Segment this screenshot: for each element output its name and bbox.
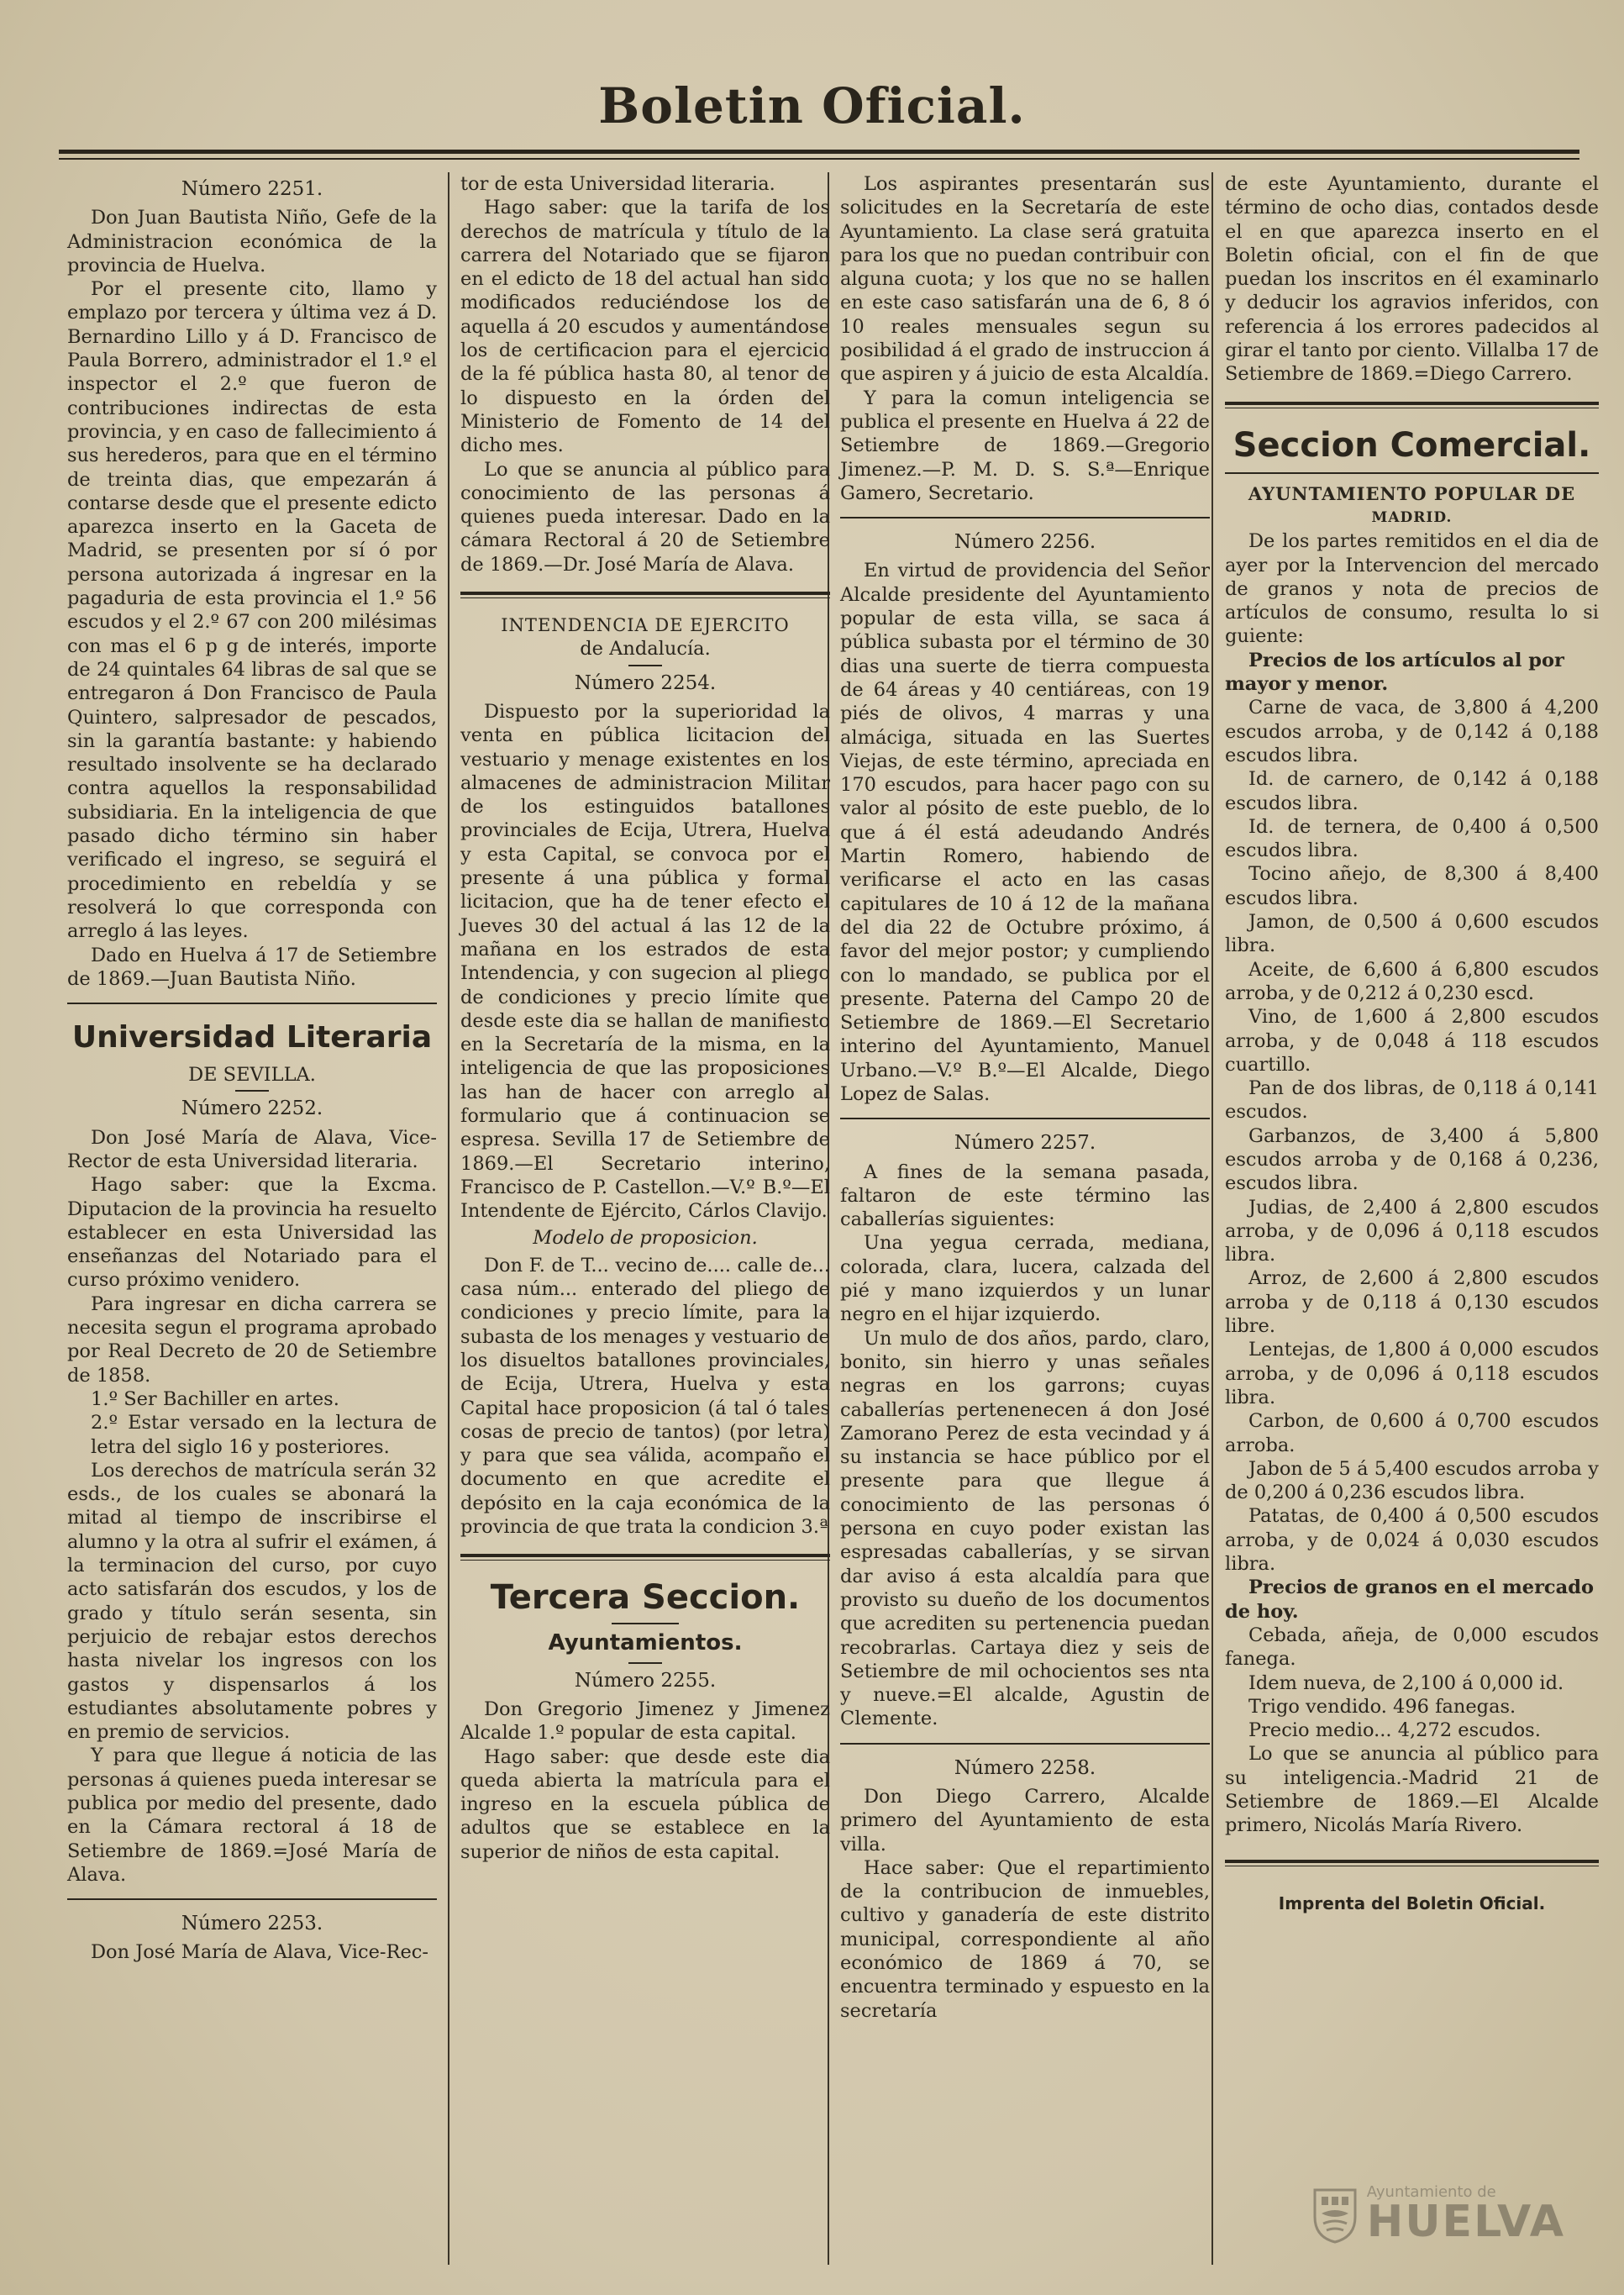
column-3 bbox=[840, 172, 1210, 2023]
column-4 bbox=[1225, 172, 1599, 1915]
divider bbox=[628, 1662, 662, 1664]
list-item: 2.º Estar versado en la lectura de letra del siglo 16 y posteriores. bbox=[91, 1412, 437, 1458]
notice-body: Y para la comun inteligencia se publica el presente en Huelva á 22 de Setiembre de 1869.—Gregorio Jimenez.—P. M. D. S. S.ª—Enrique Gamero, Secretario. bbox=[840, 387, 1210, 504]
notice-body: Una yegua cerrada, mediana, colorada, clara, lucera, calzada del pié y mano izquierdos y un lunar negro en el hijar izquierdo. bbox=[840, 1232, 1210, 1326]
divider bbox=[840, 1118, 1210, 1119]
section-title: INTENDENCIA DE EJERCITO bbox=[501, 615, 790, 636]
divider bbox=[628, 665, 662, 666]
notice-body: Por el presente cito, llamo y emplazo por tercera y última vez á D. Bernardino Lillo y á D. Francisco de Paula Borrero, administrador el 1.º el inspector el 2.º que fueron de contribuciones indirectas de esta provincia, y en caso de fallecimiento á sus herederos, para que en el término de treinta dias, que empezarán á contarse desde que el presente edicto aparezca inserto en la Gaceta de Madrid, se presenten por sí ó por persona autorizada á ingresar en la pagaduria de esta provincia el 1.º 56 escudos y el 2.º 67 con 200 milésimas con mas el 6 p g de interés, importe de 24 quintales 64 libras de sal que se entregaron á Don Francisco de Paula Quintero, salpresador de pescados, sin la garantía bastante: y habiendo resultado insolvente se ha declarado contra aquellos la responsabilidad subsidiaria. En la inteligencia de que pasado dicho término sin haber verificado el ingreso, se seguirá el procedimiento en rebeldía y se resolverá lo que corresponda con arreglo á las leyes. bbox=[67, 278, 437, 943]
price-line: Judias, de 2,400 á 2,800 escudos arroba, y de 0,096 á 0,118 escudos libra. bbox=[1225, 1196, 1599, 1266]
notice-body: A fines de la semana pasada, faltaron de este término las caballerías siguientes: bbox=[840, 1161, 1210, 1231]
price-line: Jamon, de 0,500 á 0,600 escudos libra. bbox=[1225, 911, 1599, 957]
notice-body: De los partes remitidos en el dia de ayer por la Intervencion del mercado de granos y nota de precios de artículos de consumo, resulta lo si guiente: bbox=[1225, 530, 1599, 648]
price-line: Jabon de 5 á 5,400 escudos arroba y de 0,200 á 0,236 escudos libra. bbox=[1225, 1457, 1599, 1504]
notice-body: Y para que llegue á noticia de las personas á quienes pueda interesar se publica por medio del presente, dado en la Cámara rectoral á 18 de Setiembre de 1869.=José María de Alava. bbox=[67, 1745, 437, 1886]
notice-author: Don Diego Carrero, Alcalde primero del Ayuntamiento de esta villa. bbox=[840, 1786, 1210, 1855]
price-line: Garbanzos, de 3,400 á 5,800 escudos arroba y de 0,168 á 0,236, escudos libra. bbox=[1225, 1124, 1599, 1195]
subsection-subtitle: MADRID. bbox=[1371, 508, 1453, 526]
notice-body: Para ingresar en dicha carrera se necesita segun el programa aprobado por Real Decreto de 20 de Setiembre de 1858. bbox=[67, 1292, 437, 1387]
notice-body: Lo que se anuncia al público para su inteligencia.-Madrid 21 de Setiembre de 1869.—El Alcalde primero, Nicolás María Rivero. bbox=[1225, 1743, 1599, 1837]
divider bbox=[460, 1554, 830, 1561]
price-line: Arroz, de 2,600 á 2,800 escudos arroba y de 0,118 á 0,130 escudos libre. bbox=[1225, 1267, 1599, 1338]
notice-number: Número 2252. bbox=[181, 1097, 323, 1120]
price-line: Lentejas, de 1,800 á 0,000 escudos arroba, y de 0,096 á 0,118 escudos libra. bbox=[1225, 1339, 1599, 1408]
notice-number: Número 2254. bbox=[574, 671, 717, 694]
column-divider bbox=[448, 172, 449, 2265]
notice-number: Número 2255. bbox=[574, 1669, 717, 1692]
notice-number: Número 2257. bbox=[954, 1132, 1096, 1155]
divider bbox=[67, 1898, 437, 1900]
divider bbox=[460, 592, 830, 598]
notice-number: Número 2258. bbox=[954, 1756, 1096, 1779]
coat-of-arms-icon bbox=[1311, 2185, 1359, 2244]
notice-body: tor de esta Universidad literaria. bbox=[460, 173, 775, 195]
notice-author: Don José María de Alava, Vice-Rec- bbox=[91, 1941, 428, 1964]
notice-signature: Dado en Huelva á 17 de Setiembre de 1869.—Juan Bautista Niño. bbox=[67, 944, 437, 990]
column-1 bbox=[67, 172, 437, 1965]
column-2 bbox=[460, 172, 830, 1864]
price-line: Pan de dos libras, de 0,118 á 0,141 escudos. bbox=[1225, 1077, 1599, 1124]
divider bbox=[1225, 1860, 1599, 1866]
notice-body: Los aspirantes presentarán sus solicitudes en la Secretaría de este Ayuntamiento. La clase será gratuita para los que no puedan contribuir con alguna cuota; y los que no se hallen en este caso satisfarán una de 6, 8 ó 10 reales mensuales segun su posibilidad á el grado de instruccion á que aspiren y á juicio de esta Alcaldía. bbox=[840, 173, 1210, 386]
notice-body: Hago saber: que desde este dia queda abierta la matrícula para el ingreso en la escuela pública de adultos que se establece en la superior de niños de esta capital. bbox=[460, 1745, 830, 1863]
price-line: Carbon, de 0,600 á 0,700 escudos arroba. bbox=[1225, 1410, 1599, 1456]
watermark-big-text: HUELVA bbox=[1366, 2197, 1565, 2247]
notice-body: Dispuesto por la superioridad la venta en pública licitacion del vestuario y menage existentes en los almacenes de administracion Militar de los estinguidos batallones provinciales de Ecija, Utrera, Huelva y esta Capital, se convoca por el presente á una pública y formal licitacion, que ha de tener efecto el Jueves 30 del actual á las 12 de la mañana en los estrados de esta Intendencia, y con sugecion al pliego de condiciones y precio límite que desde este dia se hallan de manifiesto en la Secretaría de la misma, en la inteligencia de que las proposiciones las han de hacer con arreglo al formulario que á continuacion se espresa. Sevilla 17 de Setiembre de 1869.—El Secretario interino, Francisco de P. Castellon.—V.º B.º—El Intendente de Ejército, Cárlos Clavijo. bbox=[460, 700, 830, 1223]
watermark-small-text: Ayuntamiento de bbox=[1366, 2183, 1496, 2201]
divider bbox=[235, 1090, 269, 1092]
price-line: Id. de carnero, de 0,142 á 0,188 escudos libra. bbox=[1225, 768, 1599, 814]
section-subtitle: DE SEVILLA. bbox=[188, 1064, 316, 1087]
grains-title: Precios de granos en el mercado de hoy. bbox=[1225, 1576, 1594, 1623]
divider bbox=[840, 1743, 1210, 1745]
masthead-rule-thin bbox=[59, 158, 1579, 160]
masthead-title: Boletin Oficial. bbox=[598, 77, 1026, 134]
notice-author: Don Juan Bautista Niño, Gefe de la Administracion económica de la provincia de Huelva. bbox=[67, 207, 437, 276]
price-line: Aceite, de 6,600 á 6,800 escudos arroba, y de 0,212 á 0,230 escd. bbox=[1225, 958, 1599, 1004]
divider bbox=[840, 517, 1210, 518]
section-subtitle: de Andalucía. bbox=[580, 638, 711, 661]
divider bbox=[612, 1623, 679, 1624]
notice-body: Hago saber: que la Excma. Diputacion de la provincia ha resuelto establecer en esta Universidad las enseñanzas del Notariado para el curso próximo venidero. bbox=[67, 1174, 437, 1292]
notice-number: Número 2256. bbox=[954, 531, 1096, 554]
grain-line: Cebada, añeja, de 0,000 escudos fanega. bbox=[1225, 1624, 1599, 1671]
price-line: Id. de ternera, de 0,400 á 0,500 escudos libra. bbox=[1225, 815, 1599, 862]
section-title: Universidad Literaria bbox=[71, 1020, 433, 1055]
grain-line: Idem nueva, de 2,100 á 0,000 id. bbox=[1248, 1671, 1564, 1694]
grain-line: Precio medio... 4,272 escudos. bbox=[1248, 1719, 1541, 1742]
notice-body: Un mulo de dos años, pardo, claro, bonito, sin hierro y unas señales negras en los garrons; cuyas caballerías pertenenecen á don José Zamorano Perez de esta vecindad y á su instancia se hace público por el presente para que llegue á conocimiento de las personas ó persona en cuyo poder existan las espresadas caballerías, y se sirvan dar aviso á esta alcaldía para que provisto su dueño de los documentos que acrediten su pertenencia puedan recobrarlas. Cartaya diez y seis de Setiembre de mil ochocientos ses nta y nueve.=El alcalde, Agustin de Clemente. bbox=[840, 1327, 1210, 1730]
notice-body: Los derechos de matrícula serán 32 esds., de los cuales se abonará la mitad al tiempo de inscribirse el alumno y la otra al sufrir el exámen, á la terminacion del curso, por cuyo acto satisfarán dos escudos, y los de grado y título serán sesenta, sin perjuicio de rebajar estos derechos hasta nivelar los ingresos con los gastos y dispensarlos á los estudiantes absolutamente pobres y en premio de servicios. bbox=[67, 1459, 437, 1744]
divider bbox=[1225, 472, 1599, 474]
subsection-title: AYUNTAMIENTO POPULAR DE bbox=[1248, 482, 1576, 504]
section-title: Tercera Seccion. bbox=[490, 1578, 801, 1618]
notice-author: Don José María de Alava, Vice-Rector de esta Universidad literaria. bbox=[67, 1126, 437, 1172]
notice-body: de este Ayuntamiento, durante el término de ocho dias, contados desde el en que aparezca inserto en el Boletin oficial, con el fin de que puedan los inscritos en él examinarlo y deducir los agravios inferidos, con referencia á los errores padecidos al girar el tanto por ciento. Villalba 17 de Setiembre de 1869.=Diego Carrero. bbox=[1225, 173, 1599, 386]
notice-author: Don Gregorio Jimenez y Jimenez Alcalde 1.º popular de esta capital. bbox=[460, 1698, 830, 1745]
notice-body: Lo que se anuncia al público para conocimiento de las personas á quienes pueda interesar. Dado en la cámara Rectoral á 20 de Setiembre de 1869.—Dr. José María de Alava. bbox=[460, 458, 830, 576]
printer-imprint: Imprenta del Boletin Oficial. bbox=[1278, 1892, 1546, 1913]
column-divider bbox=[1211, 172, 1213, 2265]
notice-body: Don F. de T... vecino de.... calle de... casa núm... enterado del pliego de condiciones y precio límite, para la subasta de los menages y vestuario de los disueltos batallones provinciales, de Ecija, Utrera, Huelva y esta Capital hace proposicion (á tal ó tales cosas de precio de tantos) (por letra) y para que sea válida, acompaño el documento en que acredite el depósito en la caja económica de la provincia de que trata la condicion 3.ª bbox=[460, 1254, 830, 1539]
masthead-rule bbox=[59, 150, 1579, 154]
notice-body: Hago saber: que la tarifa de los derechos de matrícula y título de la carrera del Notariado que se fijaron en el edicto de 18 del actual han sido modificados reduciéndose los de aquella á 20 escudos y aumentándose los de certificacion para el ejercicio de la fé pública hasta 80, al tenor de lo dispuesto en la órden del Ministerio de Fomento de 14 del dicho mes. bbox=[460, 197, 830, 457]
price-line: Carne de vaca, de 3,800 á 4,200 escudos arroba, y de 0,142 á 0,188 escudos libra. bbox=[1225, 697, 1599, 766]
notice-body: En virtud de providencia del Señor Alcalde presidente del Ayuntamiento popular de esta villa, se saca á pública subasta por el término de 30 dias una suerte de tierra compuesta de 64 áreas y 40 centiáreas, con 19 piés de olivos, 4 marras y una almáciga, situada en las Suertes Viejas, de este término, apreciada en 170 escudos, para hacer pago con su valor al pósito de este pueblo, de lo que á él está adeudando Andrés Martin Romero, habiendo de verificarse el acto en las casas capitulares de 10 á 12 de la mañana del dia 22 de Octubre próximo, á favor del mejor postor; y cumpliendo con lo mandado, se publica por el presente. Paterna del Campo 20 de Setiembre de 1869.—El Secretario interino del Ayuntamiento, Manuel Urbano.—V.º B.º—El Alcalde, Diego Lopez de Salas. bbox=[840, 560, 1210, 1105]
notice-number: Número 2251. bbox=[181, 178, 323, 200]
price-line: Tocino añejo, de 8,300 á 8,400 escudos libra. bbox=[1225, 863, 1599, 909]
price-line: Patatas, de 0,400 á 0,500 escudos arroba, y de 0,024 á 0,030 escudos libra. bbox=[1225, 1505, 1599, 1576]
notice-number: Número 2253. bbox=[181, 1913, 323, 1935]
section-title: Seccion Comercial. bbox=[1232, 425, 1591, 465]
subsection-title: Modelo de proposicion. bbox=[533, 1227, 758, 1250]
price-line: Vino, de 1,600 á 2,800 escudos arroba, y de 0,048 á 118 escudos cuartillo. bbox=[1225, 1006, 1599, 1076]
prices-title: Precios de los artículos al por mayor y menor. bbox=[1225, 649, 1564, 696]
divider bbox=[67, 1003, 437, 1004]
grain-line: Trigo vendido. 496 fanegas. bbox=[1248, 1695, 1516, 1718]
list-item: 1.º Ser Bachiller en artes. bbox=[91, 1387, 339, 1410]
subsection-title: Ayuntamientos. bbox=[548, 1630, 743, 1656]
watermark-logo bbox=[1311, 2183, 1565, 2247]
notice-body: Hace saber: Que el repartimiento de la contribucion de inmuebles, cultivo y ganadería de este distrito municipal, correspondiente al año económico de 1869 á 70, se encuentra terminado y espuesto en la secretaría bbox=[840, 1856, 1210, 2022]
divider bbox=[1225, 402, 1599, 408]
